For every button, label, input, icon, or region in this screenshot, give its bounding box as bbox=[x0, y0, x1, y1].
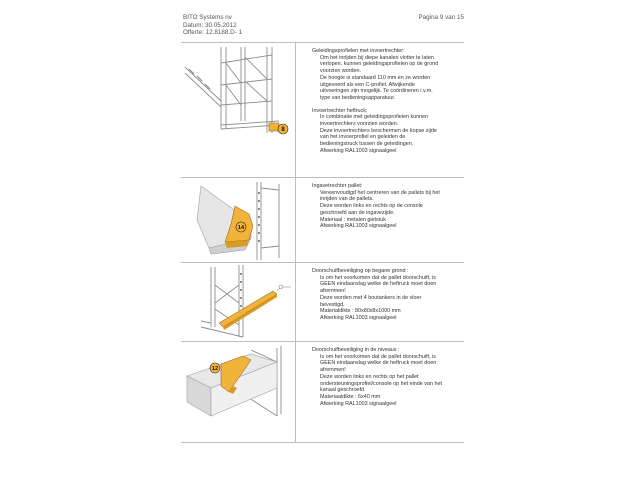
company-name: BITO Systems nv bbox=[183, 14, 232, 21]
spec-title: Invoertrechter heftruck: bbox=[312, 107, 368, 114]
spec-line: voorzien worden. bbox=[320, 68, 362, 75]
specification-table bbox=[181, 42, 464, 443]
spec-line: Materiaaldikte : 6x40 mm bbox=[320, 393, 381, 400]
entry-funnel-illustration bbox=[181, 178, 295, 262]
spec-line: afremmen! bbox=[320, 288, 346, 295]
spec-line: kanaal geschroefd. bbox=[320, 387, 366, 394]
spec-line: Om het inrijden bij diepe kanalen vlotter te laten bbox=[320, 54, 434, 61]
image-cell bbox=[181, 342, 296, 442]
header-info bbox=[183, 14, 242, 37]
image-cell bbox=[181, 263, 296, 341]
spec-line: In combinatie met geleidingsprofielen kunnen bbox=[320, 114, 429, 121]
spec-line: Afwerking RAL1003 signaalgeel bbox=[320, 400, 397, 407]
spec-block bbox=[312, 108, 464, 155]
page-number: Pagina 9 van 15 bbox=[418, 14, 464, 21]
spec-line: ondersteuningsprofiel/console op het einde van het bbox=[320, 380, 442, 387]
spec-line: Afwerking RAL1003 signaalgeel bbox=[320, 147, 397, 154]
image-cell bbox=[181, 43, 296, 177]
level-push-through-guard-illustration bbox=[181, 342, 295, 442]
spec-line: verlopen, kunnen geleidingsprofielen op de grond bbox=[320, 61, 439, 68]
spec-line: Vereenvoudigd het centreren van de pallets bij het bbox=[320, 189, 440, 196]
spec-line: Afwerking RAL1003 signaalgeel bbox=[320, 223, 397, 230]
spec-line: invoertrechters voorzien worden. bbox=[320, 121, 399, 128]
spec-line: Materiaal : metalen gietstuk bbox=[320, 216, 386, 223]
spec-line: GEEN eindaanslag welke de heftruck moet doen bbox=[320, 281, 437, 288]
spec-block bbox=[312, 48, 464, 102]
spec-line: Afwerking RAL1003 signaalgeel bbox=[320, 314, 397, 321]
spec-line: GEEN eindaanslag welke de heftruck moet doen bbox=[320, 360, 437, 367]
description-cell bbox=[312, 48, 464, 161]
offer-number: Offerte: 12.8188.D- 1 bbox=[183, 29, 243, 37]
spec-block bbox=[312, 183, 464, 230]
spec-title: Ingavetrechter pallet: bbox=[312, 183, 363, 189]
table-row bbox=[181, 263, 464, 342]
guide-profile-illustration bbox=[181, 43, 295, 177]
spec-line: bedieningstruck tussen de geleidingen. bbox=[320, 141, 414, 148]
table-row bbox=[181, 178, 464, 263]
callout-badge: 12 bbox=[211, 366, 219, 373]
spec-line: Is om het voorkomen dat de pallet doorschuift, is bbox=[320, 353, 436, 360]
spec-block bbox=[312, 347, 464, 407]
table-row bbox=[181, 342, 464, 443]
callout-badge: 14 bbox=[237, 225, 245, 232]
description-cell bbox=[312, 268, 464, 328]
spec-block bbox=[312, 268, 464, 322]
spec-title: Doorschuifbeveiliging in de niveaus : bbox=[312, 347, 400, 353]
document-date: Datum: 30.05.2012 bbox=[183, 21, 237, 29]
spec-line: Is om het voorkomen dat de pallet doorschuift, is bbox=[320, 274, 436, 281]
spec-line: Deze worden links en rechts op het pallet bbox=[320, 373, 419, 380]
spec-line: type van bedieningsapparatuur. bbox=[320, 94, 396, 101]
description-cell bbox=[312, 183, 464, 236]
spec-line: inrijden van de pallets. bbox=[320, 196, 374, 203]
spec-line: uitgevoerd als een C-profiel. Afwijkende bbox=[320, 81, 415, 88]
image-cell bbox=[181, 178, 296, 262]
spec-line: geschroefd aan de ingavezijde. bbox=[320, 209, 395, 216]
spec-line: Materialdikte : 80x80x8x1000 mm bbox=[320, 308, 401, 315]
spec-line: uitvoeringen zijn mogelijk. Te coördineren i.v.m. bbox=[320, 88, 433, 95]
table-row bbox=[181, 43, 464, 178]
spec-title: Geleidingsprofielen met invoertrechter: bbox=[312, 48, 405, 54]
floor-push-through-guard-illustration bbox=[181, 263, 295, 341]
spec-line: Deze worden met 4 boutankers in de vloer bbox=[320, 294, 422, 301]
spec-line: Deze worden links en rechts op de console bbox=[320, 203, 423, 210]
spec-line: bevestigd. bbox=[320, 301, 345, 308]
description-cell bbox=[312, 347, 464, 413]
spec-line: Deze invoertrechters beschermen de kopse zijde bbox=[320, 127, 437, 134]
spec-line: van het invoerprofiel en geleiden de bbox=[320, 134, 406, 141]
spec-title: Doorschuifbeveiliging op begane grond : bbox=[312, 268, 409, 274]
spec-line: De hoogte is standaard 110 mm en ze worden bbox=[320, 74, 431, 81]
callout-badge: 8 bbox=[281, 127, 285, 134]
spec-line: afremmen! bbox=[320, 367, 346, 374]
